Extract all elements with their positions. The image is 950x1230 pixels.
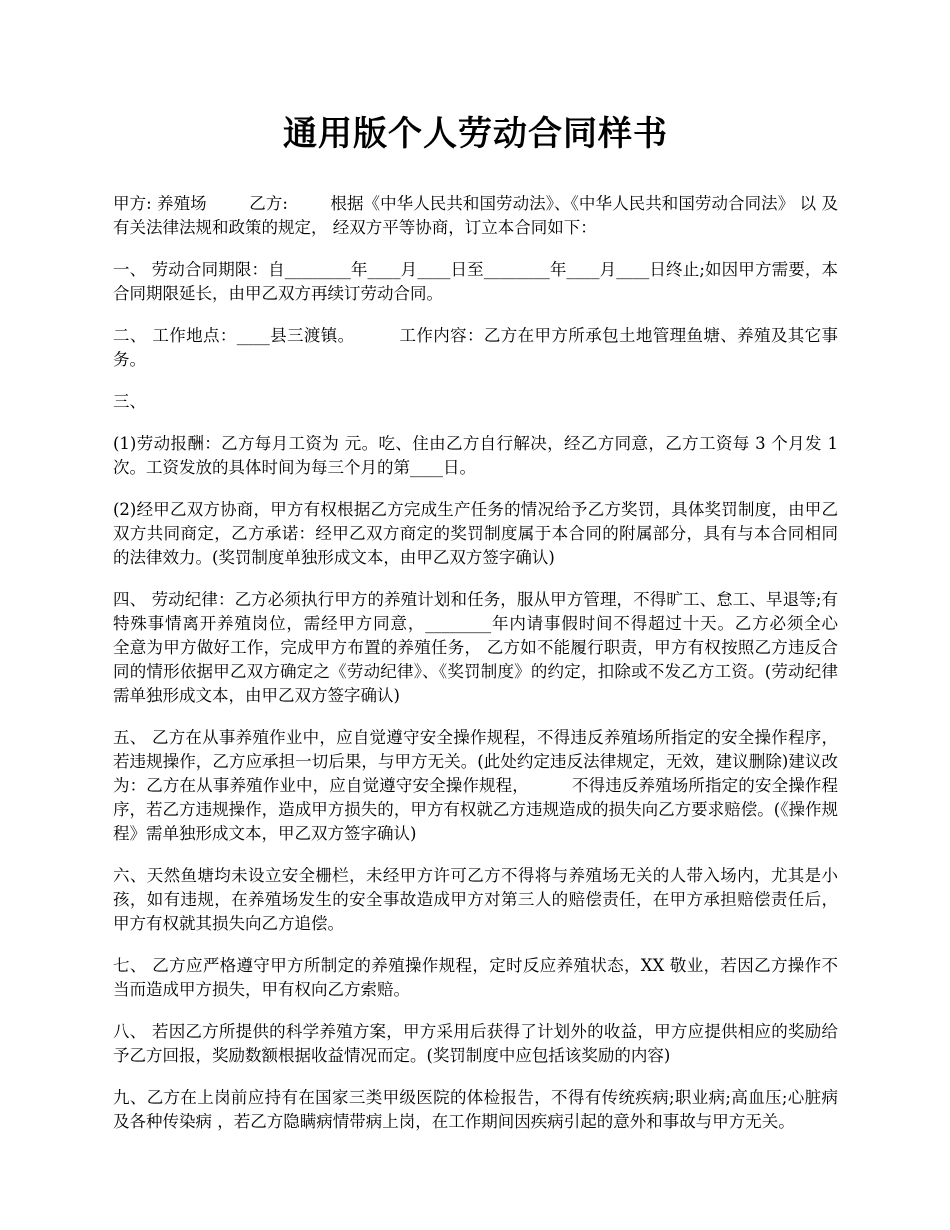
clause-2-workplace: 二、 工作地点：____县三渡镇。 工作内容：乙方在甲方所承包土地管理鱼塘、养殖及其它事务。 — [113, 326, 838, 369]
clause-3-1-remuneration: (1)劳动报酬：乙方每月工资为 元。吃、住由乙方自行解决，经乙方同意，乙方工资每 3 个月发 1 次。工资发放的具体时间为每三个月的第____日。 — [113, 434, 844, 477]
clause-9-health-check: 九、乙方在上岗前应持有在国家三类甲级医院的体检报告，不得有传统疾病;职业病;高血压;心脏病及各种传染病 ，若乙方隐瞒病情带病上岗，在工作期间因疾病引起的意外和事故与甲方无关。 — [113, 1088, 838, 1131]
clause-7-operating-rules: 七、 乙方应严格遵守甲方所制定的养殖操作规程，定时反应养殖状态，XX 敬业，若因乙方操作不当而造成甲方损失，甲有权向乙方索赔。 — [113, 956, 838, 999]
clause-3-2-rewards-penalties: (2)经甲乙双方协商，甲方有权根据乙方完成生产任务的情况给予乙方奖罚，具体奖罚制度，由甲乙双方共同商定，乙方承诺：经甲乙双方商定的奖罚制度属于本合同的附属部分，具有与本合同相同的法律效力。(奖罚制度单独形成文本，由甲乙双方签字确认) — [113, 500, 838, 567]
clause-1-contract-term: 一、 劳动合同期限：自________年____月____日至________年____月____日终止;如因甲方需要，本合同期限延长，由甲乙双方再续订劳动合同。 — [113, 260, 838, 303]
contract-preamble: 甲方: 养殖场 乙方: 根据《中华人民共和国劳动法》、《中华人民共和国劳动合同法》 以 及有关法律法规和政策的规定， 经双方平等协商，订立本合同如下： — [113, 194, 838, 237]
clause-5-safety-operation: 五、 乙方在从事养殖作业中，应自觉遵守安全操作规程，不得违反养殖场所指定的安全操作程序，若违规操作，乙方应承担一切后果，与甲方无关。(此处约定违反法律规定，无效，建议删除)建议改为：乙方在从事养殖作业中，应自觉遵守安全操作规程， 不得违反养殖场所指定的安全操作程序，若乙方违规操作，造成甲方损失的，甲方有权就乙方违规造成的损失向乙方要求赔偿。(《操作规程》需单独形成文本，甲乙双方签字确认) — [113, 728, 838, 843]
clause-4-labor-discipline: 四、 劳动纪律：乙方必须执行甲方的养殖计划和任务，服从甲方管理，不得旷工、怠工、早退等;有特殊事情离开养殖岗位，需经甲方同意，________年内请事假时间不得超过十天。乙方必须全心 全意为甲方做好工作，完成甲方布置的养殖任务， 乙方如不能履行职责，甲方有权按照乙方违反合同的情形依据甲乙双方确定之《劳动纪律》、《奖罚制度》的约定，扣除或不发乙方工资。(劳动纪律需单独形成文本，由甲乙双方签字确认) — [113, 590, 880, 705]
clause-6-pond-safety: 六、天然鱼塘均未设立安全栅栏，未经甲方许可乙方不得将与养殖场无关的人带入场内，尤其是小孩，如有违规，在养殖场发生的安全事故造成甲方对第三人的赔偿责任，在甲方承担赔偿责任后，甲方有权就其损失向乙方追偿。 — [113, 866, 838, 933]
clause-8-rewards: 八、 若因乙方所提供的科学养殖方案，甲方采用后获得了计划外的收益，甲方应提供相应的奖励给予乙方回报，奖励数额根据收益情况而定。(奖罚制度中应包括该奖励的内容) — [113, 1022, 838, 1065]
clause-3-heading: 三、 — [113, 392, 146, 411]
document-title: 通用版个人劳动合同样书 — [283, 114, 668, 154]
